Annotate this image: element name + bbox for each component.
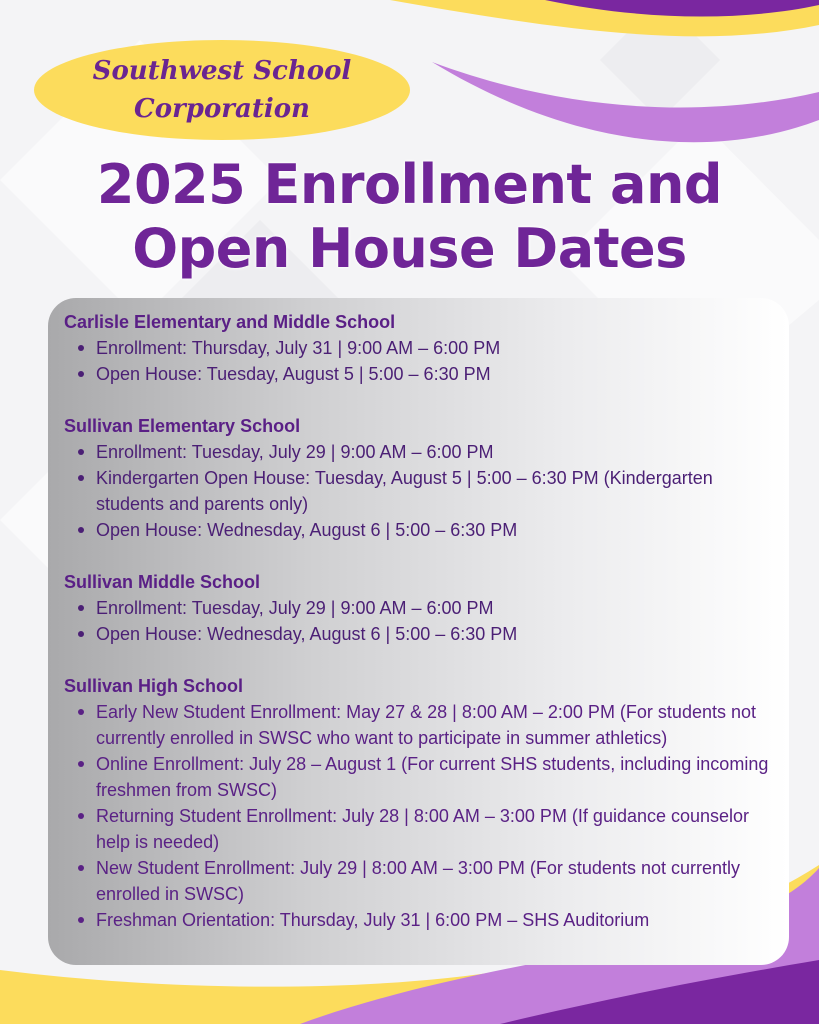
school-section-sullivan-high: [64, 673, 773, 933]
list-item: Enrollment: Thursday, July 31 | 9:00 AM – 6:00 PM: [64, 335, 773, 361]
school-name: Sullivan High School: [64, 676, 244, 696]
school-section-carlisle: [64, 309, 773, 387]
title-line1: 2025 Enrollment and: [96, 153, 723, 216]
list-item: Returning Student Enrollment: July 28 | 8:00 AM – 3:00 PM (If guidance counselor help is needed): [64, 803, 773, 855]
organization-badge: [34, 40, 410, 140]
school-name: Sullivan Middle School: [64, 572, 261, 592]
list-item: Online Enrollment: July 28 – August 1 (For current SHS students, including incoming freshmen from SWSC): [64, 751, 773, 803]
title-line2: Open House Dates: [132, 217, 687, 280]
list-item: Open House: Tuesday, August 5 | 5:00 – 6:30 PM: [64, 361, 773, 387]
schedule-panel: [48, 298, 789, 965]
school-name: Carlisle Elementary and Middle School: [64, 312, 396, 332]
list-item: Open House: Wednesday, August 6 | 5:00 – 6:30 PM: [64, 517, 773, 543]
list-item: Open House: Wednesday, August 6 | 5:00 – 6:30 PM: [64, 621, 773, 647]
organization-name-line1: Southwest School: [92, 56, 352, 86]
organization-name-line2: Corporation: [134, 94, 310, 124]
event-list: [64, 335, 773, 387]
school-name: Sullivan Elementary School: [64, 416, 301, 436]
school-section-sullivan-middle: [64, 569, 773, 647]
event-list: [64, 699, 773, 933]
event-list: [64, 595, 773, 647]
school-section-sullivan-elementary: [64, 413, 773, 543]
list-item: Enrollment: Tuesday, July 29 | 9:00 AM – 6:00 PM: [64, 439, 773, 465]
page-title: [0, 153, 819, 281]
list-item: Kindergarten Open House: Tuesday, August 5 | 5:00 – 6:30 PM (Kindergarten students and parents only): [64, 465, 773, 517]
list-item: New Student Enrollment: July 29 | 8:00 AM – 3:00 PM (For students not currently enrolled in SWSC): [64, 855, 773, 907]
list-item: Freshman Orientation: Thursday, July 31 | 6:00 PM – SHS Auditorium: [64, 907, 773, 933]
event-list: [64, 439, 773, 543]
list-item: Enrollment: Tuesday, July 29 | 9:00 AM – 6:00 PM: [64, 595, 773, 621]
list-item: Early New Student Enrollment: May 27 & 28 | 8:00 AM – 2:00 PM (For students not currently enrolled in SWSC who want to participate in summer athletics): [64, 699, 773, 751]
